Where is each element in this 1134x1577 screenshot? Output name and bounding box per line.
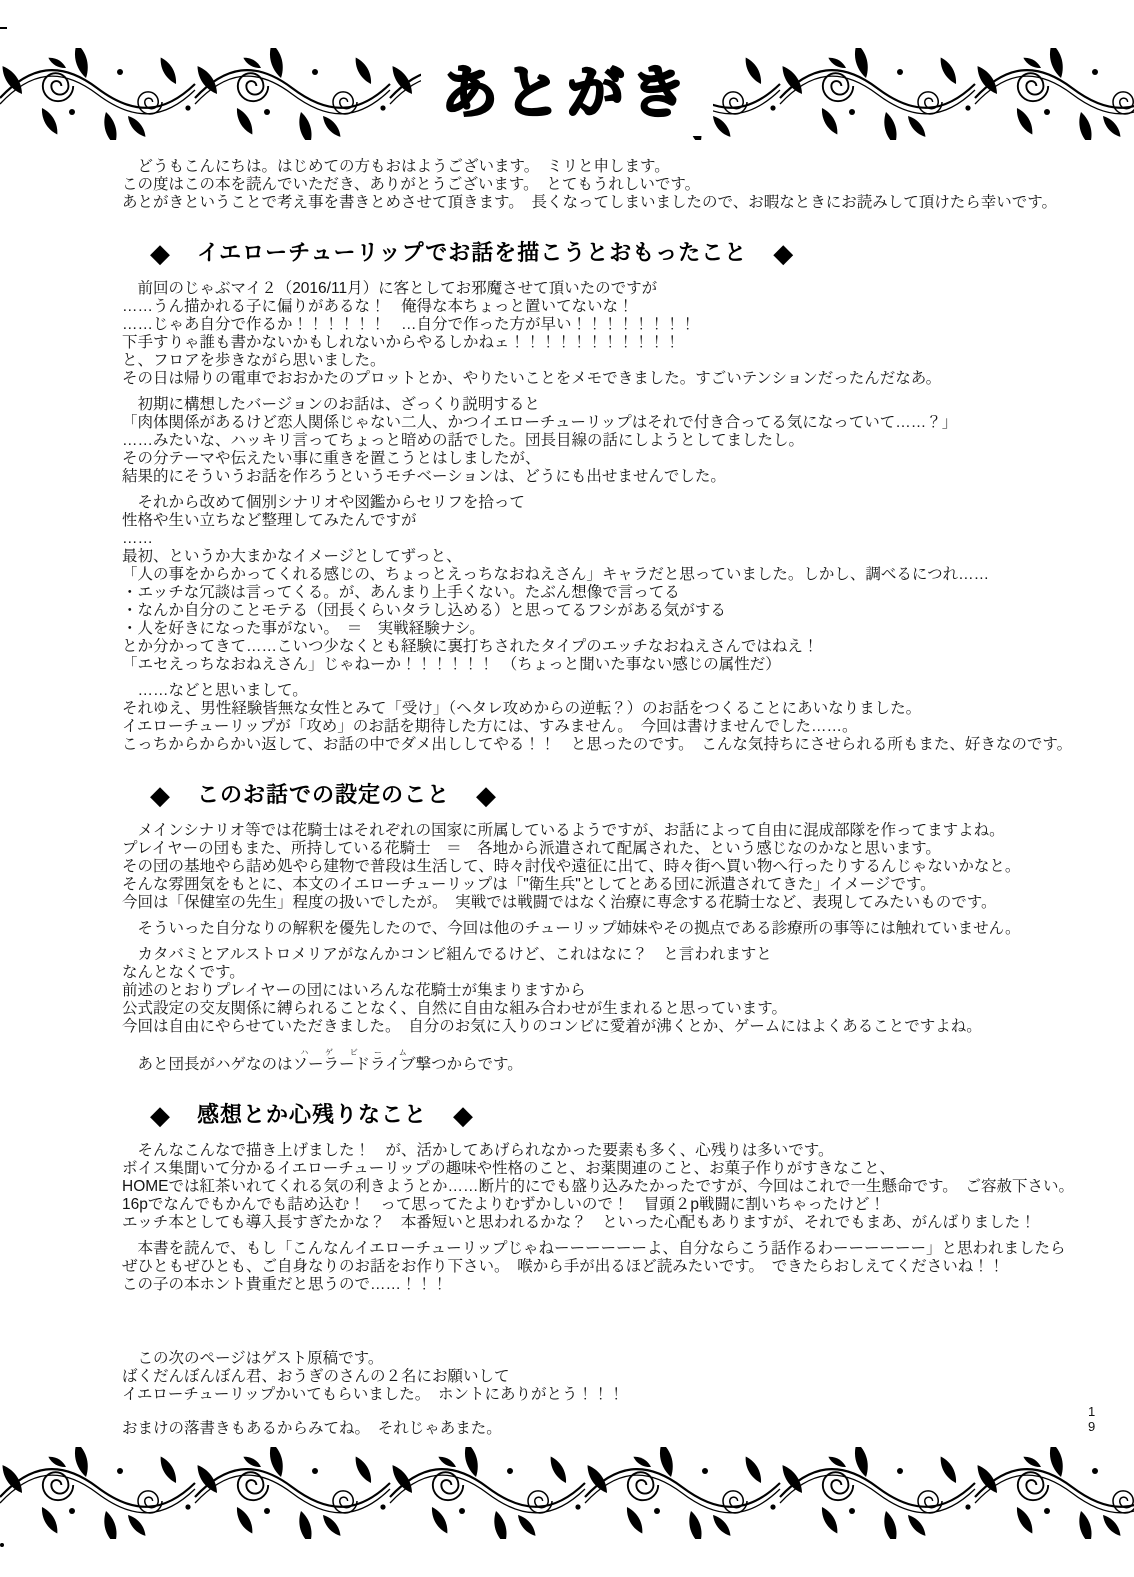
paragraph [122, 822, 1126, 912]
text-line: ばくだんぼんぼん君、おうぎのさんの２名にお願いして [122, 1368, 510, 1385]
text-line: それから改めて個別シナリオや図鑑からセリフを拾って [122, 494, 525, 511]
text-line: ……などと思いまして。 [122, 682, 308, 699]
section-heading [150, 780, 1126, 810]
diamond-icon: ◆ [453, 1100, 475, 1130]
crop-mark [0, 27, 7, 29]
text-line: おまけの落書きもあるからみてね。 それじゃあまた。 [122, 1420, 502, 1437]
text-line: その団の基地やら詰め処やら建物で普段は生活して、時々討伐や遠征に出て、時々街へ買い物へ行ったりするんじゃないかなと。 [122, 858, 1021, 875]
text-line: イエローチューリップかいてもらいました。 ホントにありがとう！！！ [122, 1386, 625, 1403]
page-title-wrap [0, 50, 1134, 136]
text-line: 「エセえっちなおねえさん」じゃねーか！！！！！！ （ちょっと聞いた事ない感じの属性だ） [122, 656, 781, 673]
text-line: 今回は自由にやらせていただきました。 自分のお気に入りのコンビに愛着が沸くとか、ゲームにはよくあることですよね。 [122, 1018, 982, 1035]
page-number [1088, 1404, 1095, 1434]
text-line: それゆえ、男性経験皆無な女性とみて「受け」（ヘタレ攻めからの逆転？）のお話をつくることにあいなりました。 [122, 700, 922, 717]
floral-border-bottom [0, 1447, 1134, 1539]
paragraph [122, 1240, 1126, 1294]
text-line: 初期に構想したバージョンのお話は、ざっくり説明すると [122, 396, 540, 413]
diamond-icon: ◆ [150, 1100, 171, 1130]
text-line: この度はこの本を読んでいただき、ありがとうございます。 とてもうれしいです。 [122, 176, 701, 193]
text-line: プレイヤーの団もまた、所持している花騎士 ＝ 各地から派遣されて配属された、という感じなのかなと思います。 [122, 840, 941, 857]
diamond-icon: ◆ [150, 238, 171, 268]
text-line: とか分かってきて……こいつ少なくとも経験に裏打ちされたタイプのエッチなおねえさんではねえ！ [122, 638, 819, 655]
page-title: あとがき [421, 50, 713, 136]
paragraph [122, 280, 1126, 388]
paragraph [122, 1350, 1126, 1404]
text-line: この子の本ホント貴重だと思うので……！！！ [122, 1276, 448, 1293]
text-line: そんな雰囲気をもとに、本文のイエローチューリップは「"衛生兵"としてとある団に派遣されてきた」イメージです。 [122, 876, 936, 893]
document-body [122, 158, 1126, 1438]
paragraph [122, 396, 1126, 486]
paragraph [122, 158, 1126, 212]
text-line: ・人を好きになった事がない。 ＝ 実戦経験ナシ。 [122, 620, 485, 637]
text-line: イエローチューリップが「攻め」のお話を期待した方には、すみません。 今回は書けませんでした……。 [122, 718, 858, 735]
text-line: 「人の事をからかってくれる感じの、ちょっとえっちなおねえさん」キャラだと思っていました。しかし、調べるにつれ…… [122, 566, 990, 583]
section-heading-text: このお話での設定のこと [197, 782, 451, 807]
text-line: 今回は「保健室の先生」程度の扱いでしたが。 実戦では戦闘ではなく治療に専念する花騎士など、表現してみたいものです。 [122, 894, 997, 911]
text-line: あとがきということで考え事を書きとめさせて頂きます。 長くなってしまいましたので、お暇なときにお読みして頂けたら幸いです。 [122, 194, 1057, 211]
paragraph [122, 682, 1126, 754]
text-line: どうもこんにちは。はじめての方もおはようございます。 ミリと申します。 [122, 158, 670, 175]
diamond-icon: ◆ [476, 780, 498, 810]
text-line: あと団長がハゲなのはソーラードライブハゲビーム撃つからです。 [122, 1048, 523, 1073]
section-heading [150, 238, 1126, 268]
ruby-text: ソーラードライブハゲビーム [292, 1048, 416, 1073]
section-heading-text: イエローチューリップでお話を描こうとおもったこと [197, 240, 748, 265]
text-line: 16pでなんでもかんでも詰め込む！ って思ってたよりむずかしいので！ 冒頭２p戦闘に割いちゃったけど！ [122, 1196, 885, 1213]
section-heading [150, 1100, 1126, 1130]
text-line: 本書を読んで、もし「こんなんイエローチューリップじゃねーーーーーーよ、自分ならこう話作るわーーーーーー」と思われましたら [122, 1240, 1066, 1257]
text-line: ……みたいな、ハッキリ言ってちょっと暗めの話でした。団長目線の話にしようとしてましたし。 [122, 432, 805, 449]
text-line: 最初、というか大まかなイメージとしてずっと、 [122, 548, 462, 565]
section-heading-text: 感想とか心残りなこと [197, 1102, 428, 1127]
text-line: その日は帰りの電車でおおかたのプロットとか、やりたいことをメモできました。すごいテンションだったんだなあ。 [122, 370, 942, 387]
text-line: そんなこんなで描き上げました！ が、活かしてあげられなかった要素も多く、心残りは多いです。 [122, 1142, 834, 1159]
text-line: その分テーマや伝えたい事に重きを置こうとはしましたが、 [122, 450, 541, 467]
text-line: カタバミとアルストロメリアがなんかコンビ組んでるけど、これはなに？ と言われますと [122, 946, 772, 963]
text-line: 性格や生い立ちなど整理してみたんですが [122, 512, 417, 529]
paragraph [122, 920, 1126, 938]
diamond-icon: ◆ [150, 780, 171, 810]
text-line: なんとなくです。 [122, 964, 245, 981]
text-line: 公式設定の交友関係に縛られることなく、自然に自由な組み合わせが生まれると思っています。 [122, 1000, 787, 1017]
text-line: そういった自分なりの解釈を優先したので、今回は他のチューリップ姉妹やその拠点である診療所の事等には触れていません。 [122, 920, 1021, 937]
text-line: 前述のとおりプレイヤーの団にはいろんな花騎士が集まりますから [122, 982, 586, 999]
crop-mark [0, 1543, 4, 1547]
text-line: メインシナリオ等では花騎士はそれぞれの国家に所属しているようですが、お話によって自由に混成部隊を作ってますよね。 [122, 822, 1005, 839]
text-line: ボイス集聞いて分かるイエローチューリップの趣味や性格のこと、お薬関連のこと、お菓子作りがすきなこと、 [122, 1160, 896, 1177]
vine-ornament [0, 1447, 1134, 1539]
text-line: 結果的にそういうお話を作ろうというモチベーションは、どうにも出せませんでした。 [122, 468, 726, 485]
text-line: この次のページはゲスト原稿です。 [122, 1350, 384, 1367]
text-line: 「肉体関係があるけど恋人関係じゃない二人、かつイエローチューリップはそれで付き合ってる気になっていて……？」 [122, 414, 958, 431]
text-line: 下手すりゃ誰も書かないかもしれないからやるしかねェ！！！！！！！！！！！ [122, 334, 681, 351]
text-line: ぜひともぜひとも、ご自身なりのお話をお作り下さい。 喉から手が出るほど読みたいです。 できたらおしえてくださいね！！ [122, 1258, 1005, 1275]
text-line: ……じゃあ自分で作るか！！！！！！ …自分で作った方が早い！！！！！！！！ [122, 316, 696, 333]
paragraph [122, 494, 1126, 674]
paragraph [122, 1420, 1126, 1438]
page-number-digit: 9 [1088, 1419, 1096, 1434]
paragraph [122, 946, 1126, 1036]
text-line: 前回のじゃぶマイ２（2016/11月）に客としてお邪魔させて頂いたのですが [122, 280, 658, 297]
diamond-icon: ◆ [773, 238, 795, 268]
text-line: HOMEでは紅茶いれてくれる気の利きようとか……断片的にでも盛り込みたかったですが、今回はこれで一生懸命です。 ご容赦下さい。 [122, 1178, 1075, 1195]
text-line: と、フロアを歩きながら思いました。 [122, 352, 386, 369]
text-line: こっちからからかい返して、お話の中でダメ出ししてやる！！ と思ったのです。 こんな気持ちにさせられる所もまた、好きなのです。 [122, 736, 1073, 753]
paragraph [122, 1142, 1126, 1232]
text-line: ・エッチな冗談は言ってくる。が、あんまり上手くない。たぶん想像で言ってる [122, 584, 680, 601]
text-line: エッチ本としても導入長すぎたかな？ 本番短いと思われるかな？ といった心配もありますが、それでもまあ、がんばりました！ [122, 1214, 1036, 1231]
text-line: ・なんか自分のことモテる（団長くらいタラし込める）と思ってるフシがある気がする [122, 602, 726, 619]
text-line: ……うん描かれる子に偏りがあるな！ 俺得な本ちょっと置いてないな！ [122, 298, 634, 315]
page-number-digit: 1 [1088, 1404, 1096, 1419]
text-line: …… [122, 530, 153, 547]
paragraph [122, 1048, 1126, 1074]
